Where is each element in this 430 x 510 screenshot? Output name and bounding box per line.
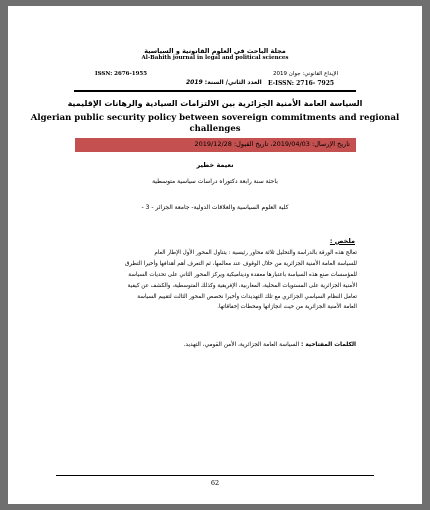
header-divider [74, 90, 356, 92]
abstract-line: للمؤسسات صنع هذه السياسة باعتبارها معقدة وديناميكية ويركز المحور الثاني على تحديات السياسة [128, 271, 357, 278]
author-affiliation-role: باحثة سنة رابعة دكتوراه دراسات سياسية متوسطية [152, 178, 278, 185]
abstract-body [74, 248, 357, 313]
journal-name-english: Al-Bahith journal in legal and political sciences [141, 55, 289, 61]
dates-banner [75, 138, 356, 152]
document-page [8, 6, 422, 504]
keywords-label: الكلمات المفتاحية : [301, 342, 356, 348]
volume-issue [186, 79, 262, 86]
author-affiliation-institution: كلية العلوم السياسية والعلاقات الدولية- جامعة الجزائر - 3 - [141, 204, 289, 211]
abstract-heading: ملخص : [329, 237, 355, 245]
abstract-line: تعامل النظام السياسي الجزائري مع تلك التهديدات وأخيرا نخصص المحور الثالث لتقييم السياسة [137, 293, 357, 300]
keywords-list: السياسة العامة الجزائرية، الأمن القومي، التهديد. [183, 342, 302, 348]
volume-issue-label: العدد الثاني/ السنة: [202, 79, 262, 86]
abstract-line: العامة الأمنية الجزائرية من حيث انجازاتها ومحطات إخفاقاتها. [217, 304, 357, 311]
keywords [184, 342, 356, 348]
volume-year: 2019 [186, 79, 203, 86]
article-title-english: Algerian public security policy between sovereign commitments and regional challenges [30, 113, 400, 134]
journal-name-arabic: مجلة الباحث في العلوم القانونية و السياسية [144, 47, 286, 55]
legal-deposit: الإيداع القانوني: جوان 2019 [273, 71, 338, 77]
abstract-line: تعالج هذه الورقة بالدراسة والتحليل ثلاثة محاور رئيسية : يتناول المحور الأول الإطار العام [154, 250, 357, 256]
e-issn: E-ISSN: 2716- 7925 [268, 80, 335, 87]
article-title-arabic: السياسة العامة الأمنية الجزائرية بين الالتزامات السيادية والرهانات الإقليمية [67, 99, 363, 108]
submission-dates: تاريخ الإرسال: 2019/04/03، تاريخ القبول: 2019/12/28 [194, 140, 350, 148]
issn: ISSN: 2676-1955 [95, 71, 148, 77]
author-name: نعيمة خطير [196, 161, 234, 169]
abstract-line: الأمنية الجزائرية على المستويات المحلية، المغاربية، الإفريقية وكذلك المتوسطية، والكشف عن كيفية [127, 282, 357, 289]
page-number: 62 [210, 479, 220, 487]
footer-divider [56, 475, 374, 476]
abstract-line: للسياسة العامة الأمنية الجزائرية من خلال الوقوف عند معالمها، ثم التعرف أهم أهدافها وأخيرا التطرق [124, 260, 357, 267]
